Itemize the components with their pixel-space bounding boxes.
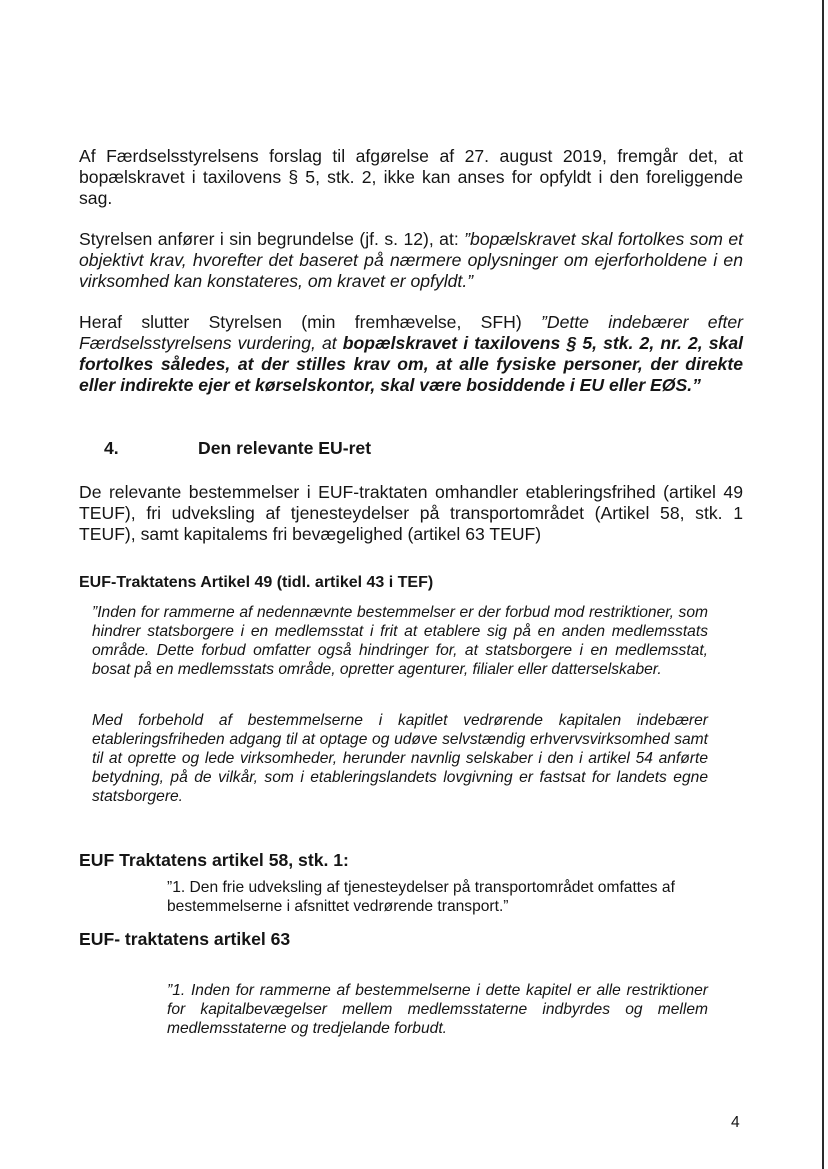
paragraph-forslag: [79, 146, 743, 209]
article-63-quote: ”1. Inden for rammerne af bestemmelserne i dette kapitel er alle restriktioner for kapitalbevægelser mellem medlemsstaterne indbyrdes og mellem medlemsstaterne og tredjelande forbudt.: [167, 982, 708, 1037]
paragraph-begrundelse-intro: Styrelsen anfører i sin begrundelse (jf. s. 12), at:: [79, 229, 465, 249]
paragraph-bestemmelser: [79, 482, 743, 545]
paragraph-begrundelse: [79, 229, 743, 292]
paragraph-begrundelse-quote: ”bopælskravet skal fortolkes som et objektivt krav, hvorefter det baseret på nærmere oplysninger om ejerforholdene i en virksomhed kan konstateres, om kravet er opfyldt.”: [79, 229, 744, 291]
article-58-quote: ”1. Den frie udveksling af tjenesteydelser på transportområdet omfattes af bestemmelserne i afsnittet vedrørende transport.”: [167, 879, 675, 915]
paragraph-bestemmelser-text: De relevante bestemmelser i EUF-traktaten omhandler etableringsfrihed (artikel 49 TEUF), fri udveksling af tjenesteydelser på transportområdet (Artikel 58, stk. 1 TEUF), samt kapitalems fri bevægelighed (artikel 63 TEUF): [79, 482, 743, 544]
article-49-heading: EUF-Traktatens Artikel 49 (tidl. artikel 43 i TEF): [79, 574, 434, 591]
article-49-quote-2: Med forbehold af bestemmelserne i kapitlet vedrørende kapitalen indebærer etableringsfriheden adgang til at optage og udøve selvstændig erhvervsvirksomhed samt til at oprette og lede virksomheder, herunder navnlig selskaber i den i artikel 54 anførte betydning, på de vilkår, som i etableringslandets lovgivning er fastsat for landets egne statsborgere.: [92, 712, 708, 805]
paragraph-fremhaevelse-intro: Heraf slutter Styrelsen (min fremhævelse, SFH): [79, 312, 542, 332]
article-63-heading: EUF- traktatens artikel 63: [79, 929, 291, 949]
section-heading: [104, 438, 371, 459]
paragraph-fremhaevelse-quote: ”Dette indebærer efter Færdselsstyrelsens vurdering, at: [79, 312, 743, 353]
paragraph-fremhaevelse-emphasis: bopælskravet i taxilovens § 5, stk. 2, nr. 2, skal fortolkes således, at der stilles krav om, at alle fysiske personer, der direkte eller indirekte ejer et kørselskontor, skal være bosiddende i EU eller EØS.”: [79, 333, 743, 395]
article-58-heading: EUF Traktatens artikel 58, stk. 1:: [79, 850, 349, 870]
page-number: 4: [731, 1114, 740, 1131]
section-number: 4.: [104, 438, 119, 458]
paragraph-forslag-text: Af Færdselsstyrelsens forslag til afgørelse af 27. august 2019, fremgår det, at bopælskravet i taxilovens § 5, stk. 2, ikke kan anses for opfyldt i den foreliggende sag.: [79, 146, 743, 208]
section-title: Den relevante EU-ret: [198, 438, 372, 458]
scan-edge-line: [822, 0, 824, 1169]
paragraph-fremhaevelse: [79, 312, 743, 396]
article-49-quote-1: ”Inden for rammerne af nedennævnte bestemmelser er der forbud mod restriktioner, som hindrer statsborgere i en medlemsstat i frit at etablere sig på en anden medlemsstats område. Dette forbud omfatter også hindringer for, at statsborgere i en medlemsstat, bosat på en medlemsstats område, opretter agenturer, filialer eller datterselskaber.: [92, 604, 708, 678]
